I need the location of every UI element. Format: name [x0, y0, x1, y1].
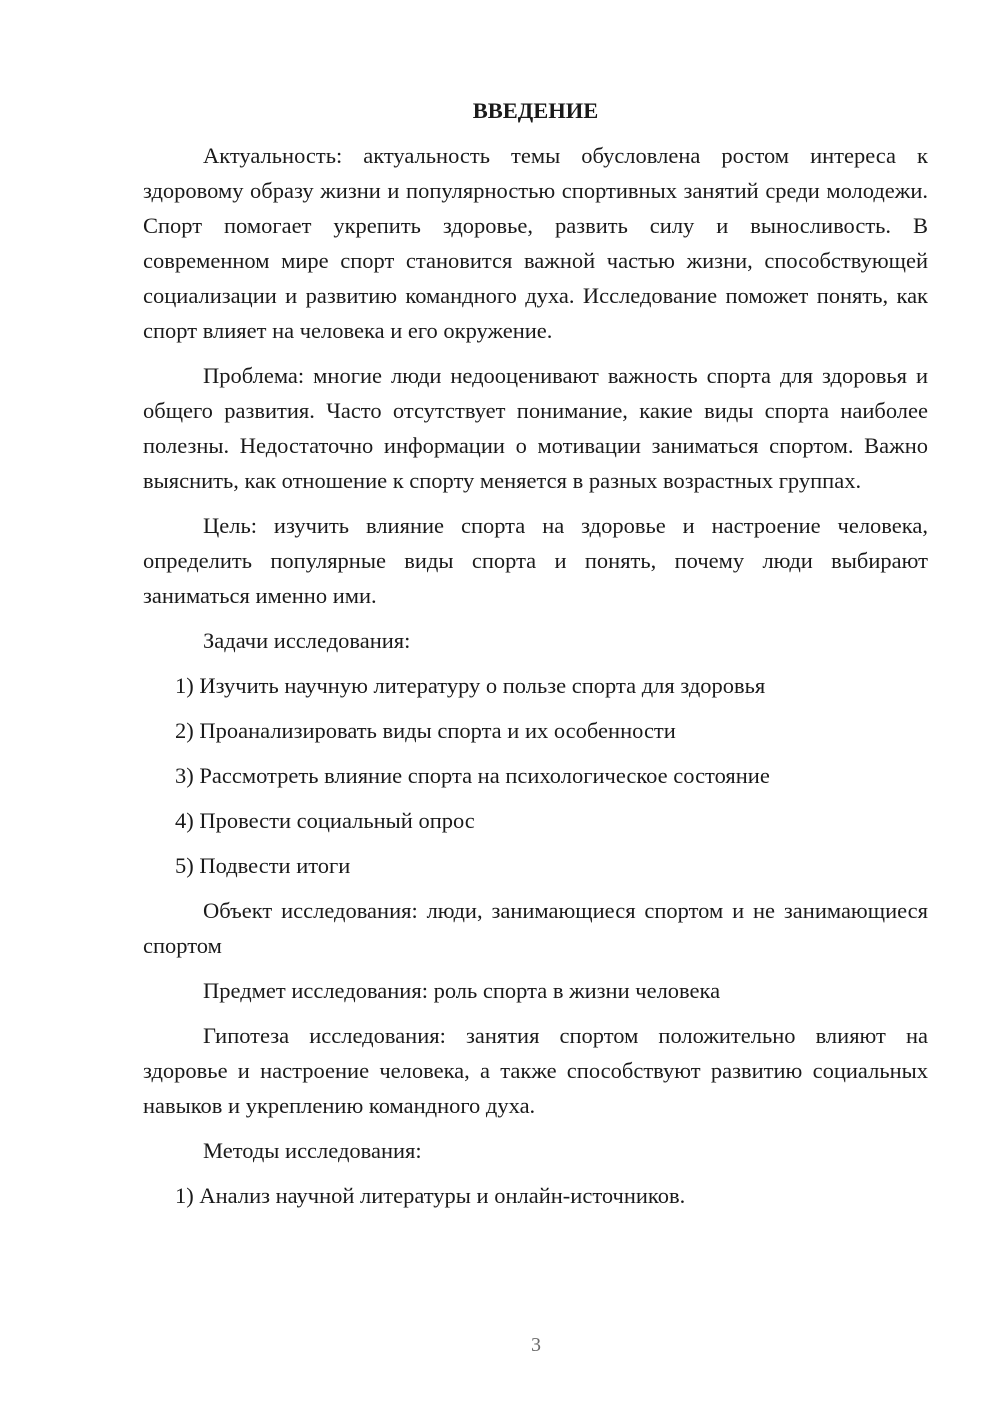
list-item: 5) Подвести итоги	[175, 853, 351, 878]
subject-paragraph: Предмет исследования: роль спорта в жизни человека	[203, 978, 721, 1003]
list-item: 1) Изучить научную литературу о пользе спорта для здоровья	[175, 673, 766, 698]
problem-paragraph: Проблема: многие люди недооценивают важность спорта для здоровья и общего развития. Часто отсутствует понимание, какие виды спорта наиболее полезны. Недостаточно информации о мотивации заниматься спортом. Важно выяснить, как отношение к спорту меняется в разных возрастных группах.	[143, 363, 928, 493]
list-item: 4) Провести социальный опрос	[175, 808, 475, 833]
tasks-title: Задачи исследования:	[203, 628, 411, 653]
page-number: 3	[531, 1334, 541, 1356]
section-heading: ВВЕДЕНИЕ	[472, 98, 599, 123]
goal-paragraph: Цель: изучить влияние спорта на здоровье и настроение человека, определить популярные виды спорта и понять, почему люди выбирают заниматься именно ими.	[143, 513, 928, 608]
tasks-list	[143, 668, 928, 883]
relevance-paragraph: Актуальность: актуальность темы обусловлена ростом интереса к здоровому образу жизни и популярностью спортивных занятий среди молодежи. Спорт помогает укрепить здоровье, развить силу и выносливость. В современном мире спорт становится важной частью жизни, способствующей социализации и развитию командного духа. Исследование поможет понять, как спорт влияет на человека и его окружение.	[143, 143, 928, 343]
page-content	[143, 93, 928, 1223]
list-item: 1) Анализ научной литературы и онлайн-источников.	[175, 1183, 686, 1208]
methods-title: Методы исследования:	[203, 1138, 422, 1163]
list-item: 3) Рассмотреть влияние спорта на психологическое состояние	[175, 763, 770, 788]
methods-list	[143, 1178, 928, 1213]
hypothesis-paragraph: Гипотеза исследования: занятия спортом положительно влияют на здоровье и настроение человека, а также способствуют развитию социальных навыков и укреплению командного духа.	[143, 1023, 928, 1118]
list-item: 2) Проанализировать виды спорта и их особенности	[175, 718, 676, 743]
object-paragraph: Объект исследования: люди, занимающиеся спортом и не занимающиеся спортом	[143, 898, 928, 958]
